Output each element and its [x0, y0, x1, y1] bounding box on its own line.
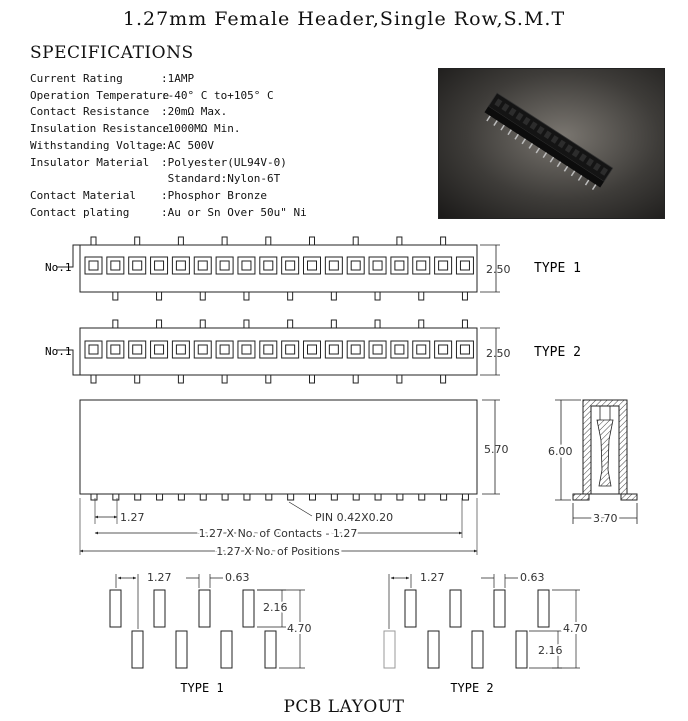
- smt-pin: [397, 237, 402, 245]
- smt-pin: [266, 237, 271, 245]
- smt-pin: [200, 320, 205, 328]
- front-pin: [375, 494, 381, 500]
- pcb2-pad-length-dim: 2.16: [538, 644, 563, 657]
- smt-pin: [419, 320, 424, 328]
- type2-top-view: [57, 320, 500, 383]
- contacts-dim: 1.27 X No. of Contacts - 1.27: [198, 527, 358, 540]
- type2-no1-label: No.1: [45, 345, 72, 358]
- spec-value: :1000MΩ Min.: [161, 122, 241, 136]
- type1-no1-label: No.1: [45, 261, 72, 274]
- type1-height-dim: 2.50: [486, 263, 511, 276]
- front-pin: [288, 494, 294, 500]
- front-pin: [353, 494, 359, 500]
- front-pin: [419, 494, 425, 500]
- smt-pin: [288, 292, 293, 300]
- smt-pin: [200, 292, 205, 300]
- smt-pin: [331, 320, 336, 328]
- pcb1-pitch-dim: 1.27: [147, 571, 172, 584]
- spec-value: :AC 500V: [161, 138, 214, 152]
- smt-pin: [353, 375, 358, 383]
- smt-pin: [353, 237, 358, 245]
- smt-pin: [178, 375, 183, 383]
- specifications-heading: SPECIFICATIONS: [30, 43, 194, 63]
- type2-height-dim: 2.50: [486, 347, 511, 360]
- pcb1-label: TYPE 1: [180, 681, 224, 695]
- spec-label: Insulator Material: [30, 155, 150, 169]
- front-pin: [462, 494, 468, 500]
- spec-label: Contact plating: [30, 205, 130, 219]
- smt-pin: [244, 320, 249, 328]
- page-title: 1.27mm Female Header,Single Row,S.M.T: [122, 8, 566, 30]
- side-width-dim: 3.70: [593, 512, 618, 525]
- smt-pin: [441, 237, 446, 245]
- pitch-dim: 1.27: [120, 511, 145, 524]
- front-pin: [91, 494, 97, 500]
- smt-pin: [310, 237, 315, 245]
- smt-pin: [157, 292, 162, 300]
- type2-label: TYPE 2: [534, 345, 581, 360]
- smt-pin: [441, 375, 446, 383]
- smt-pin: [419, 292, 424, 300]
- smt-pin: [266, 375, 271, 383]
- type1-label: TYPE 1: [534, 261, 581, 276]
- front-pin: [157, 494, 163, 500]
- pcb2-pad-width-dim: 0.63: [520, 571, 545, 584]
- pin-size-label: PIN 0.42X0.20: [315, 511, 394, 524]
- front-pin: [135, 494, 141, 500]
- smt-pin: [222, 237, 227, 245]
- spec-value: :1AMP: [161, 72, 195, 85]
- spec-label: Insulation Resistance: [30, 122, 170, 136]
- front-pin: [222, 494, 228, 500]
- front-height-dim: 5.70: [484, 443, 509, 456]
- smt-pin: [222, 375, 227, 383]
- smt-pin: [375, 320, 380, 328]
- smt-pin: [113, 292, 118, 300]
- pcb-layout-title: PCB LAYOUT: [283, 697, 405, 717]
- pcb2-label: TYPE 2: [450, 681, 494, 695]
- spec-value: Standard:Nylon-6T: [161, 172, 281, 186]
- front-pin: [113, 494, 119, 500]
- smt-pin: [375, 292, 380, 300]
- spec-value: :Phosphor Bronze: [161, 188, 267, 202]
- spec-label: Contact Material: [30, 188, 136, 202]
- pcb1-row-span-dim: 4.70: [287, 622, 312, 635]
- spec-value: :Polyester(UL94V-0): [161, 155, 287, 169]
- smt-pin: [157, 320, 162, 328]
- spec-value: :Au or Sn Over 50u" Ni: [161, 205, 307, 219]
- smt-pin: [244, 292, 249, 300]
- pcb-type1: [110, 574, 305, 668]
- smt-pin: [462, 292, 467, 300]
- spec-label: Current Rating: [30, 72, 123, 85]
- spec-label: Contact Resistance: [30, 105, 150, 119]
- side-view: [555, 400, 637, 524]
- spec-label: Withstanding Voltage: [30, 138, 163, 152]
- smt-pin: [91, 375, 96, 383]
- front-pin: [441, 494, 447, 500]
- pcb2-pitch-dim: 1.27: [420, 571, 445, 584]
- smt-pin: [135, 237, 140, 245]
- spec-value: :20mΩ Max.: [161, 105, 228, 119]
- front-pin: [310, 494, 316, 500]
- pcb1-pad-width-dim: 0.63: [225, 571, 250, 584]
- smt-pin: [178, 237, 183, 245]
- pcb2-row-span-dim: 4.70: [563, 622, 588, 635]
- pcb1-pad-length-dim: 2.16: [263, 601, 288, 614]
- smt-pin: [91, 237, 96, 245]
- positions-dim: 1.27 X No. of Positions: [216, 545, 340, 558]
- spec-label: Operation Temperature: [30, 88, 170, 102]
- smt-pin: [331, 292, 336, 300]
- smt-pin: [113, 320, 118, 328]
- smt-pin: [397, 375, 402, 383]
- spec-value: :-40° C to+105° C: [161, 88, 274, 102]
- smt-pin: [310, 375, 315, 383]
- front-pin: [178, 494, 184, 500]
- front-pin: [200, 494, 206, 500]
- smt-pin: [462, 320, 467, 328]
- type1-top-view: [57, 237, 500, 300]
- front-pin: [266, 494, 272, 500]
- front-pin: [244, 494, 250, 500]
- smt-pin: [135, 375, 140, 383]
- front-pin: [397, 494, 403, 500]
- front-pin: [331, 494, 337, 500]
- side-height-dim: 6.00: [548, 445, 573, 458]
- smt-pin: [288, 320, 293, 328]
